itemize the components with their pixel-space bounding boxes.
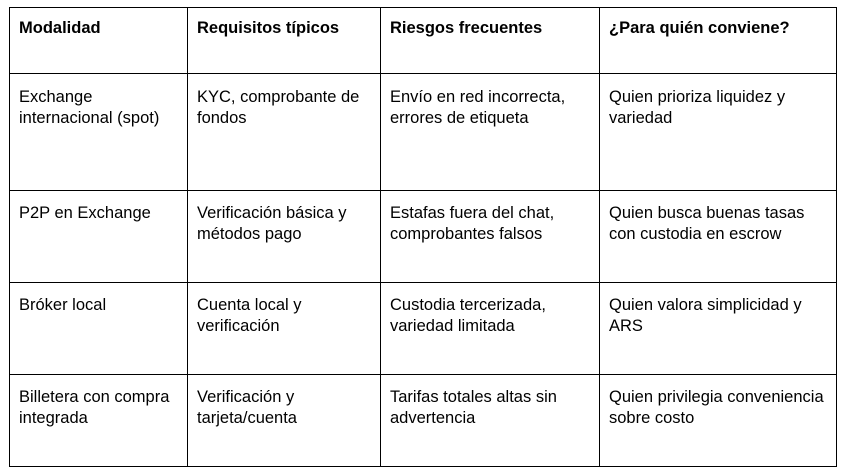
cell-para-quien: Quien valora simplicidad y ARS — [600, 283, 837, 375]
comparison-table — [9, 7, 837, 467]
header-requisitos: Requisitos típicos — [188, 8, 381, 74]
table-row — [10, 375, 837, 467]
header-para-quien: ¿Para quién conviene? — [600, 8, 837, 74]
cell-riesgos: Tarifas totales altas sin advertencia — [381, 375, 600, 467]
cell-requisitos: KYC, comprobante de fondos — [188, 74, 381, 191]
cell-riesgos: Envío en red incorrecta, errores de etiqueta — [381, 74, 600, 191]
table-row — [10, 283, 837, 375]
cell-modalidad: Bróker local — [10, 283, 188, 375]
cell-para-quien: Quien prioriza liquidez y variedad — [600, 74, 837, 191]
cell-modalidad: Billetera con compra integrada — [10, 375, 188, 467]
cell-requisitos: Verificación y tarjeta/cuenta — [188, 375, 381, 467]
cell-requisitos: Cuenta local y verificación — [188, 283, 381, 375]
cell-modalidad: Exchange internacional (spot) — [10, 74, 188, 191]
cell-para-quien: Quien privilegia conveniencia sobre costo — [600, 375, 837, 467]
table-row — [10, 74, 837, 191]
header-riesgos: Riesgos frecuentes — [381, 8, 600, 74]
table-row — [10, 191, 837, 283]
cell-modalidad: P2P en Exchange — [10, 191, 188, 283]
header-row — [10, 8, 837, 74]
cell-para-quien: Quien busca buenas tasas con custodia en escrow — [600, 191, 837, 283]
cell-riesgos: Custodia tercerizada, variedad limitada — [381, 283, 600, 375]
cell-requisitos: Verificación básica y métodos pago — [188, 191, 381, 283]
cell-riesgos: Estafas fuera del chat, comprobantes falsos — [381, 191, 600, 283]
header-modalidad: Modalidad — [10, 8, 188, 74]
